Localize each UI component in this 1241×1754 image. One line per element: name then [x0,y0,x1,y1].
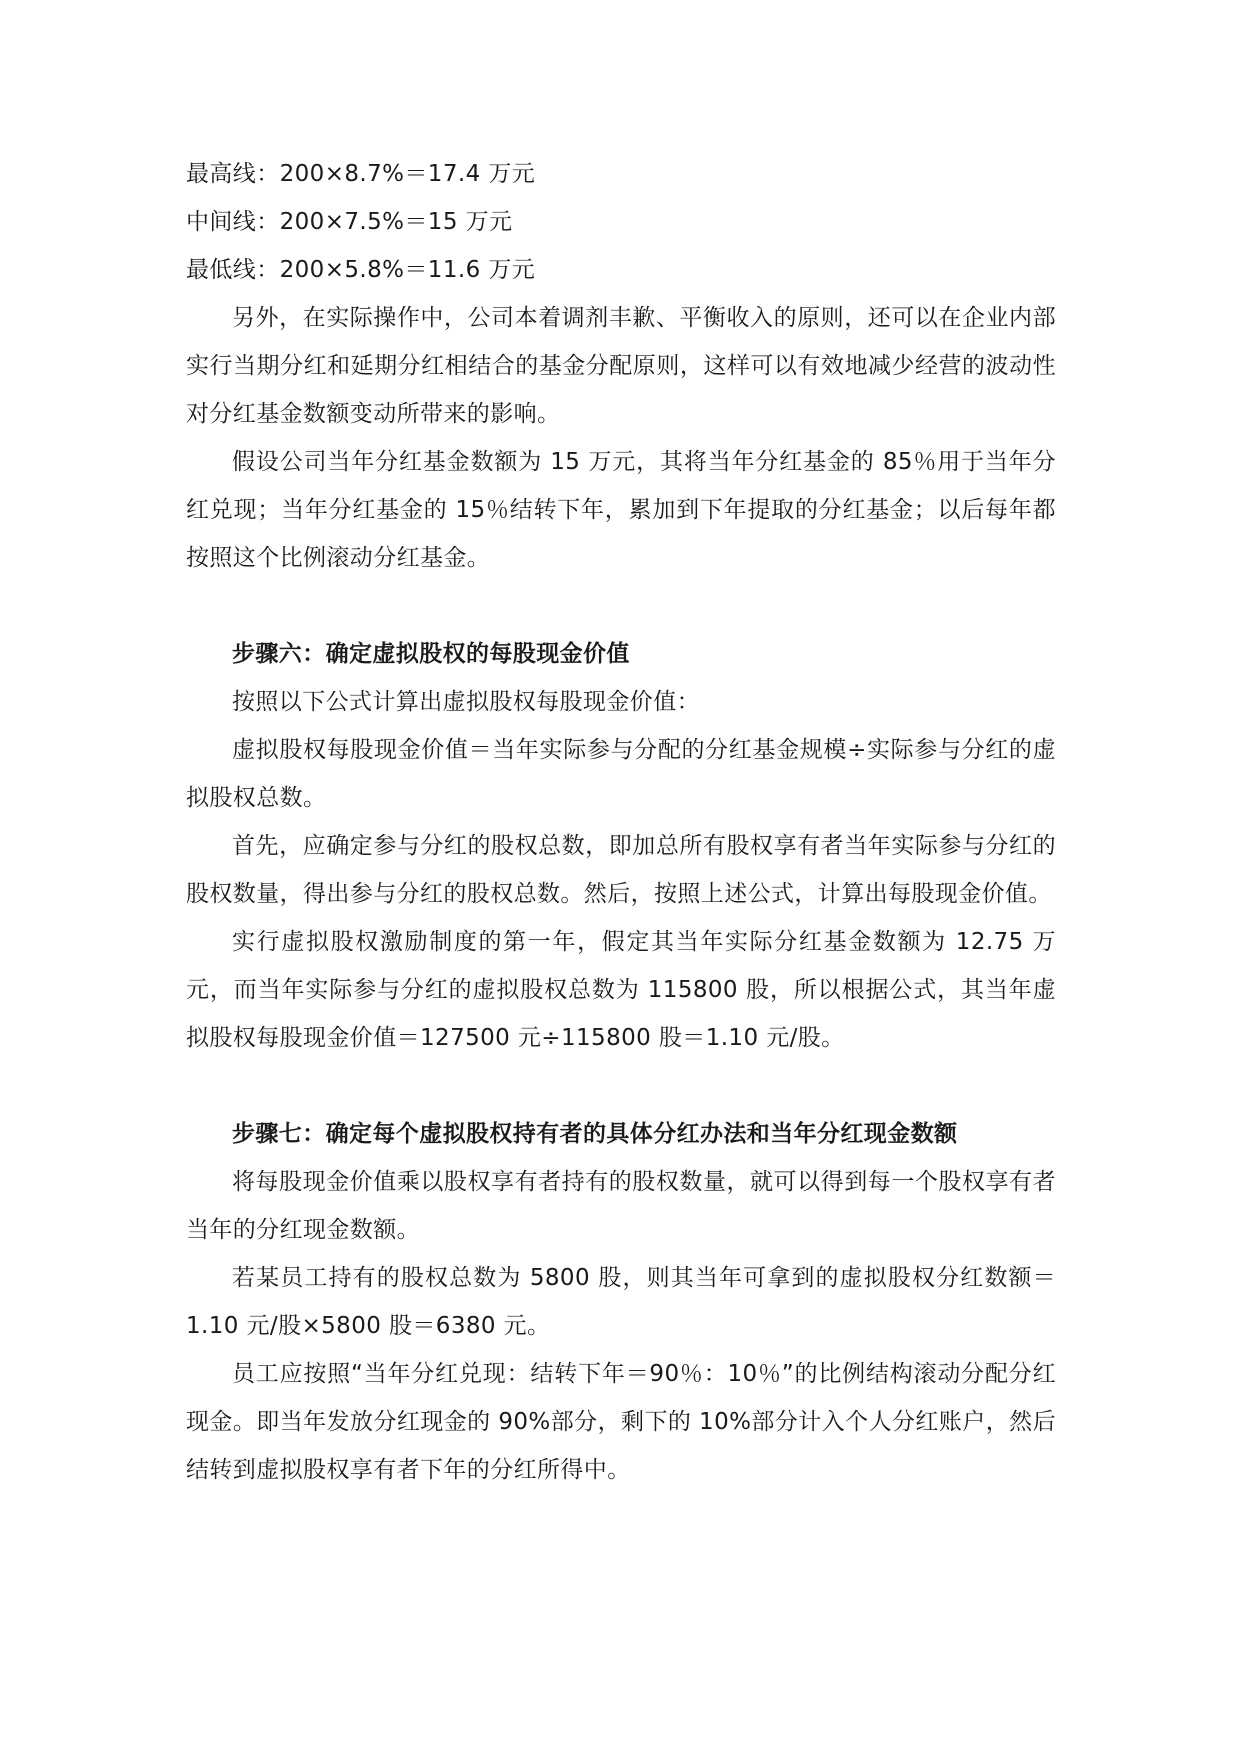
paragraph-determine-total: 首先，应确定参与分红的股权总数，即加总所有股权享有者当年实际参与分红的股权数量，得出参与分红的股权总数。然后，按照上述公式，计算出每股现金价值。 [186,833,1056,907]
paragraph-rolling-distribution: 员工应按照“当年分红兑现：结转下年＝90％：10％”的比例结构滚动分配分红现金。即当年发放分红现金的 90%部分，剩下的 10%部分计入个人分红账户，然后结转到虚拟股权享有者下年的分红所得中。 [186,1361,1056,1483]
document-page [186,150,1056,1494]
section-heading-step6: 步骤六：确定虚拟股权的每股现金价值 [232,641,630,667]
paragraph-adjustment-principle: 另外，在实际操作中，公司本着调剂丰歉、平衡收入的原则，还可以在企业内部实行当期分红和延期分红相结合的基金分配原则，这样可以有效地减少经营的波动性对分红基金数额变动所带来的影响。 [186,305,1056,427]
spacer [186,1062,1056,1110]
paragraph-per-holder-calc: 将每股现金价值乘以股权享有者持有的股权数量，就可以得到每一个股权享有者当年的分红现金数额。 [186,1169,1056,1243]
calc-line-highest: 最高线：200×8.7%＝17.4 万元 [186,161,536,187]
paragraph-formula-intro: 按照以下公式计算出虚拟股权每股现金价值： [232,689,700,715]
paragraph-employee-example: 若某员工持有的股权总数为 5800 股，则其当年可拿到的虚拟股权分红数额＝1.10 元/股×5800 股＝6380 元。 [186,1265,1056,1339]
calc-line-lowest: 最低线：200×5.8%＝11.6 万元 [186,257,536,283]
calc-line-middle: 中间线：200×7.5%＝15 万元 [186,209,513,235]
section-heading-step7: 步骤七：确定每个虚拟股权持有者的具体分红办法和当年分红现金数额 [232,1121,958,1147]
paragraph-formula: 虚拟股权每股现金价值＝当年实际参与分配的分红基金规模÷实际参与分红的虚拟股权总数。 [186,737,1056,811]
paragraph-rolling-fund-example: 假设公司当年分红基金数额为 15 万元，其将当年分红基金的 85％用于当年分红兑现；当年分红基金的 15％结转下年，累加到下年提取的分红基金；以后每年都按照这个比例滚动分红基金。 [186,449,1056,571]
paragraph-first-year-example: 实行虚拟股权激励制度的第一年，假定其当年实际分红基金数额为 12.75 万元，而当年实际参与分红的虚拟股权总数为 115800 股，所以根据公式，其当年虚拟股权每股现金价值＝127500 元÷115800 股＝1.10 元/股。 [186,929,1056,1051]
spacer [186,582,1056,630]
